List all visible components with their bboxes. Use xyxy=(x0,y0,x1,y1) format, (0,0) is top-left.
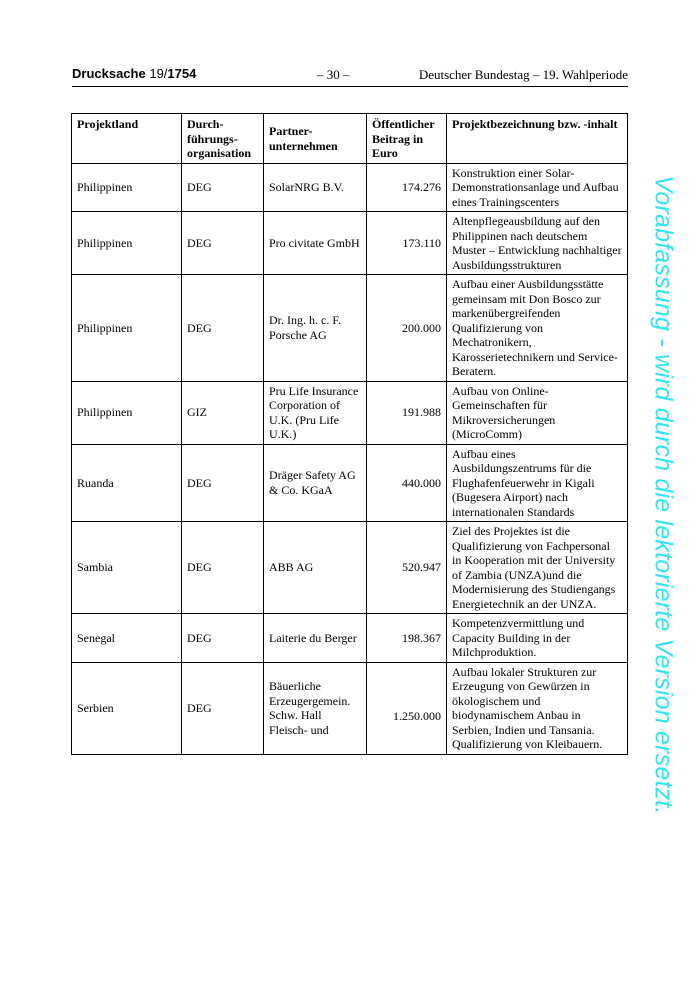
table-row xyxy=(72,522,628,614)
table-row xyxy=(72,614,628,663)
table-header-row xyxy=(72,114,628,164)
publisher: Deutscher Bundestag – 19. Wahlperiode xyxy=(418,67,628,82)
cell-country: Senegal xyxy=(72,614,182,663)
cell-amount: 198.367 xyxy=(367,614,447,663)
cell-organisation: DEG xyxy=(182,275,264,382)
cell-organisation: DEG xyxy=(182,614,264,663)
cell-country: Philippinen xyxy=(72,212,182,275)
cell-amount: 440.000 xyxy=(367,444,447,522)
table-row xyxy=(72,275,628,382)
page-number: – 30 – xyxy=(317,67,350,82)
cell-partner: ABB AG xyxy=(264,522,367,614)
cell-country: Sambia xyxy=(72,522,182,614)
column-header-organisation: Durch-führungs-organisation xyxy=(182,114,264,164)
cell-partner: Dr. Ing. h. c. F. Porsche AG xyxy=(264,275,367,382)
cell-country: Philippinen xyxy=(72,381,182,444)
column-header-amount: Öffentlicher Beitrag in Euro xyxy=(367,114,447,164)
cell-amount: 173.110 xyxy=(367,212,447,275)
table-row xyxy=(72,381,628,444)
table-row xyxy=(72,212,628,275)
cell-organisation: DEG xyxy=(182,163,264,212)
document-number: Drucksache 19/1754 xyxy=(72,66,197,81)
cell-organisation: DEG xyxy=(182,444,264,522)
cell-description: Konstruktion einer Solar-Demonstrationsanlage und Aufbau eines Trainingscenters xyxy=(447,163,628,212)
cell-partner: SolarNRG B.V. xyxy=(264,163,367,212)
cell-description: Ziel des Projektes ist die Qualifizierung von Fachpersonal in Kooperation mit der University of Zambia (UNZA)und die Modernisierung des Studiengangs Energietechnik an der UNZA. xyxy=(447,522,628,614)
cell-country: Philippinen xyxy=(72,163,182,212)
column-header-description: Projektbezeichnung bzw. -inhalt xyxy=(447,114,628,164)
cell-country: Philippinen xyxy=(72,275,182,382)
column-header-country: Projektland xyxy=(72,114,182,164)
table-row xyxy=(72,163,628,212)
cell-country: Ruanda xyxy=(72,444,182,522)
cell-description: Aufbau lokaler Strukturen zur Erzeugung von Gewürzen in ökologischem und biodynamischem Anbau in Serbien, Indien und Tansania. Qualifizierung von Kleibauern. xyxy=(447,662,628,754)
cell-description: Altenpflegeausbildung auf den Philippinen nach deutschem Muster – Entwicklung nachhaltiger Ausbildungsstrukturen xyxy=(447,212,628,275)
cell-amount: 1.250.000 xyxy=(367,662,447,754)
watermark-text: Vorabfassung - wird durch die lektorierte Version ersetzt. xyxy=(649,175,678,815)
cell-organisation: DEG xyxy=(182,212,264,275)
cell-partner: Pru Life Insurance Corporation of U.K. (Pru Life U.K.) xyxy=(264,381,367,444)
table-row xyxy=(72,662,628,754)
cell-partner: Laiterie du Berger xyxy=(264,614,367,663)
cell-organisation: DEG xyxy=(182,522,264,614)
cell-organisation: GIZ xyxy=(182,381,264,444)
cell-description: Aufbau einer Ausbildungsstätte gemeinsam mit Don Bosco zur markenübergreifenden Qualifizierung von Mechatronikern, Karosserietechnikern und Service-Beratern. xyxy=(447,275,628,382)
cell-description: Kompetenzvermittlung und Capacity Building in der Milchproduktion. xyxy=(447,614,628,663)
cell-country: Serbien xyxy=(72,662,182,754)
cell-amount: 174.276 xyxy=(367,163,447,212)
column-header-partner: Partner-unternehmen xyxy=(264,114,367,164)
cell-partner: Bäuerliche Erzeugergemein. Schw. Hall Fleisch- und xyxy=(264,662,367,754)
cell-description: Aufbau eines Ausbildungszentrums für die Flughafenfeuerwehr in Kigali (Bugesera Airport) nach internationalen Standards xyxy=(447,444,628,522)
cell-partner: Dräger Safety AG & Co. KGaA xyxy=(264,444,367,522)
cell-amount: 200.000 xyxy=(367,275,447,382)
cell-partner: Pro civitate GmbH xyxy=(264,212,367,275)
cell-amount: 191.988 xyxy=(367,381,447,444)
table-row xyxy=(72,444,628,522)
projects-table xyxy=(71,113,628,755)
cell-organisation: DEG xyxy=(182,662,264,754)
page-header xyxy=(72,66,628,87)
cell-amount: 520.947 xyxy=(367,522,447,614)
cell-description: Aufbau von Online-Gemeinschaften für Mikroversicherungen (MicroComm) xyxy=(447,381,628,444)
